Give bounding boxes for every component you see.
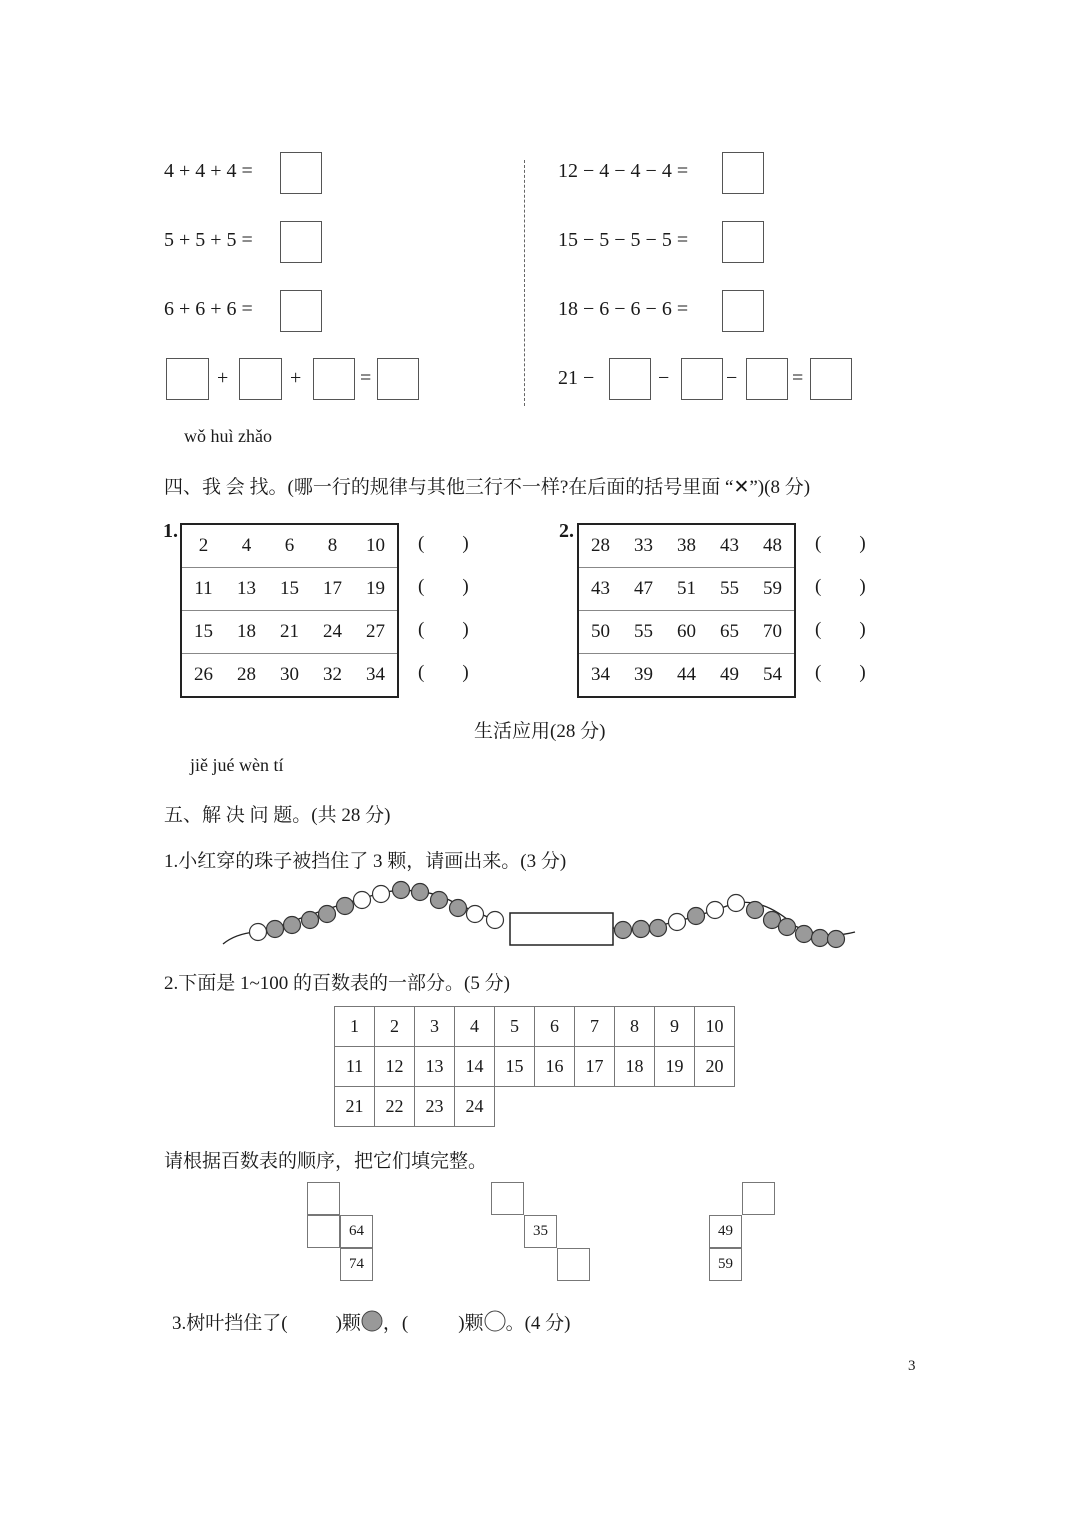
hundred-cell: 5 — [495, 1007, 535, 1047]
hundred-cell: 24 — [455, 1087, 495, 1127]
section5-pinyin: jiě jué wèn tí — [190, 755, 284, 775]
blank-box[interactable] — [377, 358, 419, 400]
grid-cell: 18 — [225, 611, 268, 654]
answer-parentheses[interactable]: ( ) — [418, 533, 469, 554]
question-2: 2.下面是 1~100 的百数表的一部分。(5 分) — [164, 973, 510, 994]
puzzle-number-cell: 64 — [340, 1215, 373, 1248]
grid-cell: 48 — [763, 535, 782, 556]
hundred-cell: 8 — [615, 1007, 655, 1047]
white-bead — [728, 895, 745, 912]
grid-row — [181, 568, 398, 611]
white-bead — [467, 906, 484, 923]
grid-row — [181, 654, 398, 698]
covered-area-box — [510, 913, 613, 945]
hundred-cell: 15 — [495, 1047, 535, 1087]
hundred-cell: 19 — [655, 1047, 695, 1087]
hundred-cell: 20 — [695, 1047, 735, 1087]
hundred-cell: 12 — [375, 1047, 415, 1087]
grid-row — [181, 524, 398, 568]
section5-title: 五、解 决 问 题。(共 28 分) — [164, 805, 391, 826]
q3-text-b: )颗 — [335, 1313, 361, 1334]
grid-cell: 59 — [751, 568, 795, 611]
hundred-cell: 9 — [655, 1007, 695, 1047]
gray-bead — [615, 922, 632, 939]
blank-box[interactable] — [313, 358, 355, 400]
plus-sign: + — [217, 367, 229, 389]
grid-cell: 47 — [622, 568, 665, 611]
hundred-empty-cell — [495, 1087, 535, 1127]
hundred-cell: 16 — [535, 1047, 575, 1087]
hundred-chart — [334, 1006, 735, 1127]
puzzle-number-cell: 49 — [709, 1215, 742, 1248]
hundred-cell: 18 — [615, 1047, 655, 1087]
grid-cell: 26 — [181, 654, 225, 698]
hundred-cell: 4 — [455, 1007, 495, 1047]
grid-cell: 15 — [268, 568, 311, 611]
grid-cell: 11 — [181, 568, 225, 611]
hundred-cell: 17 — [575, 1047, 615, 1087]
question-1: 1.小红穿的珠子被挡住了 3 颗，请画出来。(3 分) — [164, 851, 567, 872]
number-grid-1 — [180, 523, 399, 698]
q3-text-d: )颗 — [458, 1313, 484, 1334]
equation-left-1: 4 + 4 + 4 = — [164, 160, 253, 182]
grid-cell: 43 — [578, 568, 622, 611]
grid-cell: 2 — [198, 535, 209, 556]
blank-box[interactable] — [239, 358, 282, 400]
white-bead — [354, 892, 371, 909]
q3-text-a: 3.树叶挡住了( — [172, 1313, 288, 1334]
answer-parentheses[interactable]: ( ) — [418, 662, 469, 683]
hundred-cell: 3 — [415, 1007, 455, 1047]
grid-row — [578, 611, 795, 654]
hundred-cell: 11 — [335, 1047, 375, 1087]
gray-bead — [747, 902, 764, 919]
page-number: 3 — [908, 1358, 916, 1374]
answer-parentheses[interactable]: ( ) — [418, 576, 469, 597]
puzzle-number-cell: 35 — [524, 1215, 557, 1248]
answer-parentheses[interactable]: ( ) — [418, 619, 469, 640]
grid-cell: 8 — [327, 535, 338, 556]
equation-left-3: 6 + 6 + 6 = — [164, 298, 253, 320]
puzzle-blank-cell[interactable] — [557, 1248, 590, 1281]
grid-cell: 24 — [311, 611, 354, 654]
grid-cell: 65 — [708, 611, 751, 654]
gray-bead — [431, 892, 448, 909]
grid-cell: 55 — [708, 568, 751, 611]
equation-right-1: 12 − 4 − 4 − 4 = — [558, 160, 689, 182]
puzzle-number-cell: 74 — [340, 1248, 373, 1281]
grid-cell: 38 — [677, 535, 696, 556]
puzzle-blank-cell[interactable] — [742, 1182, 775, 1215]
gray-bead — [267, 921, 284, 938]
grid-cell: 50 — [578, 611, 622, 654]
hundred-cell: 7 — [575, 1007, 615, 1047]
dashed-divider — [524, 160, 525, 406]
gray-bead — [779, 919, 796, 936]
hundred-cell: 22 — [375, 1087, 415, 1127]
hundred-cell: 1 — [335, 1007, 375, 1047]
grid-cell: 54 — [751, 654, 795, 698]
blank-box[interactable] — [166, 358, 209, 400]
hundred-cell: 21 — [335, 1087, 375, 1127]
answer-parentheses[interactable]: ( ) — [815, 619, 866, 640]
grid-cell: 51 — [665, 568, 708, 611]
hundred-cell: 10 — [695, 1007, 735, 1047]
hundred-cell: 6 — [535, 1007, 575, 1047]
question-2-instruction: 请根据百数表的顺序，把它们填完整。 — [164, 1151, 488, 1172]
grid-row — [578, 568, 795, 611]
blank-box[interactable] — [609, 358, 651, 400]
blank-box[interactable] — [810, 358, 852, 400]
hundred-empty-cell — [575, 1087, 615, 1127]
grid-cell: 17 — [311, 568, 354, 611]
answer-parentheses[interactable]: ( ) — [815, 533, 866, 554]
grid-cell: 60 — [665, 611, 708, 654]
hundred-cell: 23 — [415, 1087, 455, 1127]
grid-cell: 6 — [284, 535, 295, 556]
blank-box[interactable] — [746, 358, 788, 400]
grid-cell: 28 — [591, 535, 610, 556]
gray-bead — [650, 920, 667, 937]
number-grid-2 — [577, 523, 796, 698]
gray-bead — [796, 926, 813, 943]
grid-cell: 43 — [720, 535, 739, 556]
grid-cell: 28 — [225, 654, 268, 698]
answer-box[interactable] — [280, 152, 322, 194]
grid-cell: 19 — [354, 568, 398, 611]
grid-row — [181, 611, 398, 654]
q3-text-c: ，( — [382, 1313, 409, 1334]
section4-pinyin: wǒ huì zhǎo — [184, 426, 272, 446]
grid-cell: 21 — [268, 611, 311, 654]
hundred-empty-cell — [655, 1087, 695, 1127]
hundred-empty-cell — [615, 1087, 655, 1127]
answer-parentheses[interactable]: ( ) — [815, 576, 866, 597]
grid-cell: 39 — [622, 654, 665, 698]
minus-sign: − — [726, 367, 738, 389]
q3-text-e: 。(4 分) — [505, 1313, 571, 1334]
grid-cell: 27 — [354, 611, 398, 654]
minus-sign: − — [658, 367, 670, 389]
white-bead-icon — [484, 1310, 506, 1332]
white-bead — [669, 914, 686, 931]
grid-cell: 49 — [708, 654, 751, 698]
white-bead — [707, 902, 724, 919]
hundred-empty-cell — [535, 1087, 575, 1127]
gray-bead — [319, 906, 336, 923]
answer-parentheses[interactable]: ( ) — [815, 662, 866, 683]
section4-title: 四、我 会 找。(哪一行的规律与其他三行不一样?在后面的括号里面 “✕”)(8 分) — [164, 477, 811, 498]
grid-cell: 34 — [354, 654, 398, 698]
gray-bead — [412, 884, 429, 901]
life-application-title: 生活应用(28 分) — [474, 721, 606, 742]
grid-row — [578, 654, 795, 698]
question-3 — [172, 1308, 570, 1335]
gray-bead — [450, 900, 467, 917]
answer-box[interactable] — [722, 290, 764, 332]
puzzle-number-cell: 59 — [709, 1248, 742, 1281]
grid-cell: 70 — [751, 611, 795, 654]
grid-cell: 33 — [634, 535, 653, 556]
gray-bead — [688, 908, 705, 925]
equation-right-3: 18 − 6 − 6 − 6 = — [558, 298, 689, 320]
puzzle-blank-cell[interactable] — [491, 1182, 524, 1215]
grid-cell: 44 — [665, 654, 708, 698]
equation-right-2: 15 − 5 − 5 − 5 = — [558, 229, 689, 251]
white-bead — [373, 886, 390, 903]
hundred-empty-cell — [695, 1087, 735, 1127]
answer-box[interactable] — [280, 221, 322, 263]
puzzle-blank-cell[interactable] — [307, 1215, 340, 1248]
white-bead — [487, 912, 504, 929]
plus-sign: + — [290, 367, 302, 389]
gray-bead — [812, 930, 829, 947]
grid1-label: 1. — [163, 520, 178, 542]
grid-cell: 13 — [225, 568, 268, 611]
grid-cell: 32 — [311, 654, 354, 698]
gray-bead-icon — [361, 1310, 383, 1332]
equals-sign: = — [360, 367, 372, 389]
gray-bead — [284, 917, 301, 934]
grid-cell: 15 — [181, 611, 225, 654]
equation-right-4-start: 21 − — [558, 367, 595, 389]
hundred-cell: 2 — [375, 1007, 415, 1047]
gray-bead — [828, 931, 845, 948]
puzzle-blank-cell[interactable] — [307, 1182, 340, 1215]
gray-bead — [302, 912, 319, 929]
grid-row — [578, 524, 795, 568]
gray-bead — [764, 912, 781, 929]
answer-box[interactable] — [280, 290, 322, 332]
grid2-label: 2. — [559, 520, 574, 542]
gray-bead — [337, 898, 354, 915]
grid-cell: 4 — [241, 535, 252, 556]
equals-sign: = — [792, 367, 804, 389]
equation-left-2: 5 + 5 + 5 = — [164, 229, 253, 251]
grid-cell: 10 — [366, 535, 385, 556]
white-bead — [250, 924, 267, 941]
gray-bead — [393, 882, 410, 899]
hundred-cell: 13 — [415, 1047, 455, 1087]
answer-box[interactable] — [722, 152, 764, 194]
grid-cell: 34 — [578, 654, 622, 698]
hundred-cell: 14 — [455, 1047, 495, 1087]
grid-cell: 30 — [268, 654, 311, 698]
gray-bead — [633, 921, 650, 938]
blank-box[interactable] — [681, 358, 723, 400]
bead-string — [215, 878, 865, 953]
grid-cell: 55 — [622, 611, 665, 654]
answer-box[interactable] — [722, 221, 764, 263]
